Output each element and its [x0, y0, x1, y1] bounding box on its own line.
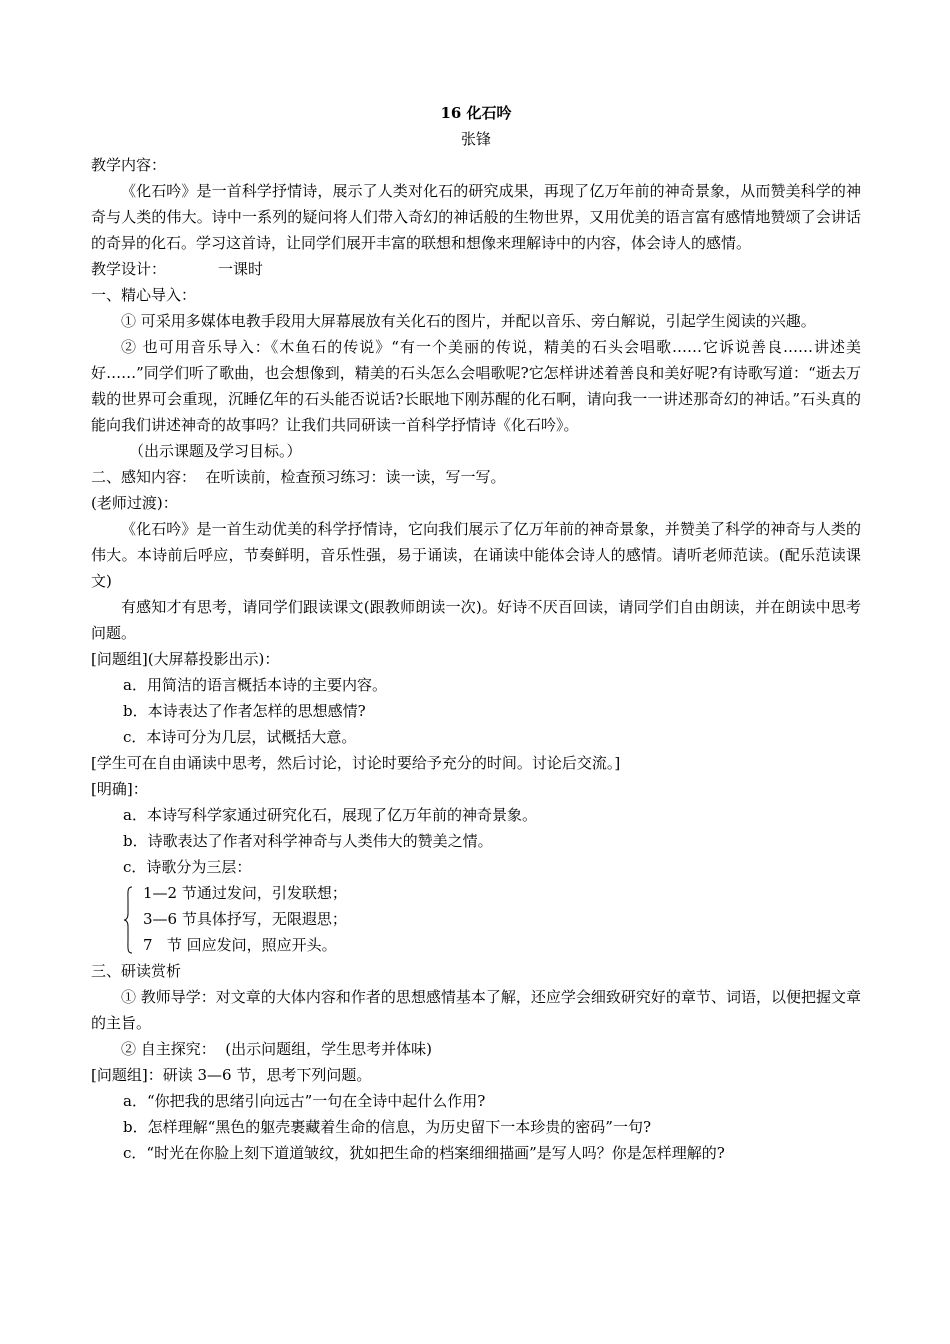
design-label: 教学设计：	[91, 260, 167, 278]
question-group-2-item: b．怎样理解“黑色的躯壳裹藏着生命的信息，为历史留下一本珍贵的密码”一句?	[123, 1118, 651, 1136]
clarify-item: c．诗歌分为三层：	[123, 858, 252, 876]
section-2-heading: 二、感知内容： 在听读前，检查预习练习：读一读，写一写。	[91, 468, 506, 486]
page-title: 16 化石吟	[440, 104, 512, 122]
content-paragraph: 《化石吟》是一首科学抒情诗，展示了人类对化石的研究成果，再现了亿万年前的神奇景象，从而赞美科学的神奇与人类的伟大。诗中一系列的疑问将人们带入奇幻的神话般的生物世界，又用优美的语言富有感情地赞颂了会讲话的奇异的化石。学习这首诗，让同学们展开丰富的联想和想像来理解诗中的内容，体会诗人的感情。	[91, 182, 861, 252]
layer-item: 7 节 回应发问，照应开头。	[143, 936, 337, 954]
layer-item: 3—6 节具体抒写，无限遐思；	[143, 910, 347, 928]
author-name: 张锋	[460, 130, 491, 148]
clarify-label: [明确]：	[91, 780, 148, 798]
question-group-1-item: a．用简洁的语言概括本诗的主要内容。	[123, 676, 387, 694]
discussion-note: [学生可在自由诵读中思考，然后讨论，讨论时要给予充分的时间。讨论后交流。]	[91, 754, 621, 772]
brace-icon	[123, 886, 133, 954]
clarify-item: b．诗歌表达了作者对科学神奇与人类伟大的赞美之情。	[123, 832, 493, 850]
poem-layers	[91, 880, 861, 958]
question-group-1-label: [问题组](大屏幕投影出示)：	[91, 650, 280, 668]
design-line	[91, 256, 861, 282]
section-3-paragraph-2: ② 自主探究： (出示问题组，学生思考并体味)	[121, 1040, 433, 1058]
question-group-1-item: c．本诗可分为几层，试概括大意。	[123, 728, 357, 746]
section-1-paragraph-1: ① 可采用多媒体电教手段用大屏幕展放有关化石的图片，并配以音乐、旁白解说，引起学生阅读的兴趣。	[121, 312, 816, 330]
section-3-paragraph-1: ① 教师导学：对文章的大体内容和作者的思想感情基本了解，还应学会细致研究好的章节、词语，以便把握文章的主旨。	[91, 988, 861, 1032]
design-value: 一课时	[218, 260, 264, 278]
section-3-heading: 三、研读赏析	[91, 962, 182, 980]
section-2-paragraph-1: 《化石吟》是一首生动优美的科学抒情诗，它向我们展示了亿万年前的神奇景象，并赞美了科学的神奇与人类的伟大。本诗前后呼应，节奏鲜明，音乐性强，易于诵读，在诵读中能体会诗人的感情。请听老师范读。(配乐范读课文)	[91, 520, 861, 590]
section-1-heading: 一、精心导入：	[91, 286, 197, 304]
question-group-2-item: c．“时光在你脸上刻下道道皱纹，犹如把生命的档案细细描画”是写人吗？你是怎样理解的?	[123, 1144, 725, 1162]
section-2-paragraph-2: 有感知才有思考，请同学们跟读课文(跟教师朗读一次)。好诗不厌百回读，请同学们自由朗读，并在朗读中思考问题。	[91, 598, 861, 642]
question-group-1-item: b．本诗表达了作者怎样的思想感情?	[123, 702, 366, 720]
teacher-transition: (老师过渡)：	[91, 494, 178, 512]
content-label: 教学内容：	[91, 156, 167, 174]
question-group-2-item: a．“你把我的思绪引向远古”一句在全诗中起什么作用?	[123, 1092, 486, 1110]
clarify-item: a．本诗写科学家通过研究化石，展现了亿万年前的神奇景象。	[123, 806, 537, 824]
section-1-paragraph-2: ② 也可用音乐导入：《木鱼石的传说》“有一个美丽的传说，精美的石头会唱歌……它诉说善良……讲述美好……”同学们听了歌曲，也会想像到，精美的石头怎么会唱歌呢?它怎样讲述着善良和美好呢?有诗歌写道：“逝去万载的世界可会重现，沉睡亿年的石头能否说话?长眠地下刚苏醒的化石啊，请向我一一讲述那奇幻的神话。”石头真的能向我们讲述神奇的故事吗？让我们共同研读一首科学抒情诗《化石吟》。	[91, 338, 861, 434]
section-1-note: （出示课题及学习目标。）	[129, 442, 302, 460]
layer-item: 1—2 节通过发问，引发联想；	[143, 884, 347, 902]
document-page	[91, 100, 861, 1166]
question-group-2-label: [问题组]：研读 3—6 节，思考下列问题。	[91, 1066, 372, 1084]
